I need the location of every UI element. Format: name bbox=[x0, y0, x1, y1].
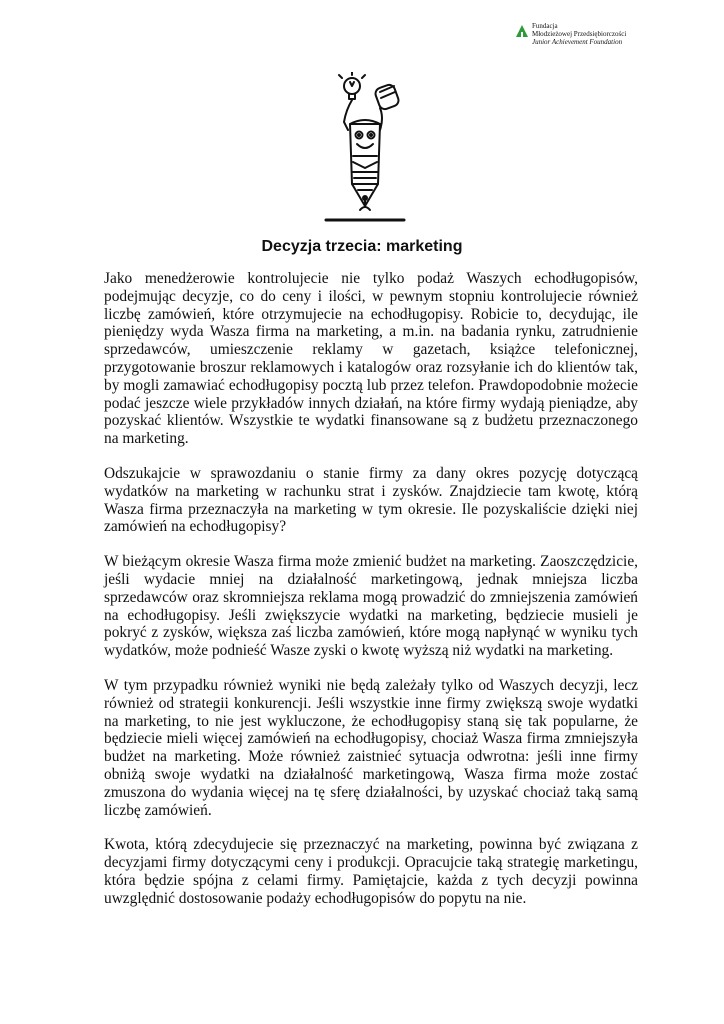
logo-line-2: Młodzieżowej Przedsiębiorczości bbox=[532, 30, 627, 38]
page-title: Decyzja trzecia: marketing bbox=[261, 238, 463, 255]
paragraph-1: Jako menedżerowie kontrolujecie nie tylko podaż Waszych echodługopisów, podejmując decyzje, co do ceny i ilości, w pewnym stopniu kontrolujecie również liczbę zamówień, które otrzymujecie na echodługopisy. Robicie to, decydując, ile pieniędzy wyda Wasza firma na marketing, a m.in. na badania rynku, zatrudnienie sprzedawców, umieszczenie reklamy w gazetach, książce telefonicznej, przygotowanie broszur reklamowych i katalogów oraz rozsyłanie ich do klientów tak, by mogli zamawiać echodługopisy pocztą lub przez telefon. Prawdopodobnie możecie podać jeszcze wiele przykładów innych działań, na które firmy wydają pieniądze, aby pozyskać klientów. Wszystkie te wydatki finansowane są z budżetu przeznaczonego na marketing. bbox=[104, 270, 638, 448]
logo-text bbox=[532, 22, 626, 46]
logo-line-3: Junior Achievement Foundation bbox=[532, 38, 623, 46]
paragraph-5: Kwota, którą zdecydujecie się przeznaczyć na marketing, powinna być związana z decyzjami firmy dotyczącymi ceny i produkcji. Opracujcie taką strategię marketingu, która będzie spójna z celami firmy. Pamiętajcie, każda z tych decyzji powinna uwzględnić dostosowanie podaży echodługopisów do popytu na nie. bbox=[104, 836, 638, 907]
paragraph-3: W bieżącym okresie Wasza firma może zmienić budżet na marketing. Zaoszczędzicie, jeśli wydacie mniej na działalność marketingową, jednak mniejsza liczba sprzedawców oraz skromniejsza reklama mogą prowadzić do zmniejszenia zamówień na echodługopisy. Jeśli zwiększycie wydatki na marketing, będziecie musieli je pokryć z zysków, większa zaś liczba zamówień, które mogą napłynąć w wyniku tych wydatków, może podnieść Wasze zyski o kwotę wyższą niż wydatki na marketing. bbox=[104, 553, 638, 660]
paragraph-2: Odszukajcie w sprawozdaniu o stanie firmy za dany okres pozycję dotyczącą wydatków na marketing w rachunku strat i zysków. Znajdziecie tam kwotę, którą Wasza firma przeznaczyła na marketing w tym okresie. Ile pozyskaliście dzięki niej zamówień na echodługopisy? bbox=[104, 464, 638, 536]
tree-icon bbox=[516, 25, 528, 37]
foundation-logo bbox=[516, 22, 626, 46]
pencil-character-illustration bbox=[322, 72, 408, 224]
paragraph-4: W tym przypadku również wyniki nie będą zależały tylko od Waszych decyzji, lecz również od strategii konkurencji. Jeśli wszystkie inne firmy zwiększą swoje wydatki na marketing, to nie jest wykluczone, że echodługopisy staną się tak popularne, że będziecie mieli więcej zamówień na echodługopisy, chociaż Wasza firma zmniejszyła budżet na marketing. Może również zaistnieć sytuacja odwrotna: jeśli inne firmy obniżą swoje wydatki na działalność marketingową, Wasza firma może zostać zmuszona do wydania więcej na tę sferę działalności, by uzyskać chociaż taką samą liczbę zamówień. bbox=[104, 676, 638, 819]
body-text bbox=[104, 270, 638, 925]
logo-line-1: Fundacja bbox=[532, 22, 558, 30]
